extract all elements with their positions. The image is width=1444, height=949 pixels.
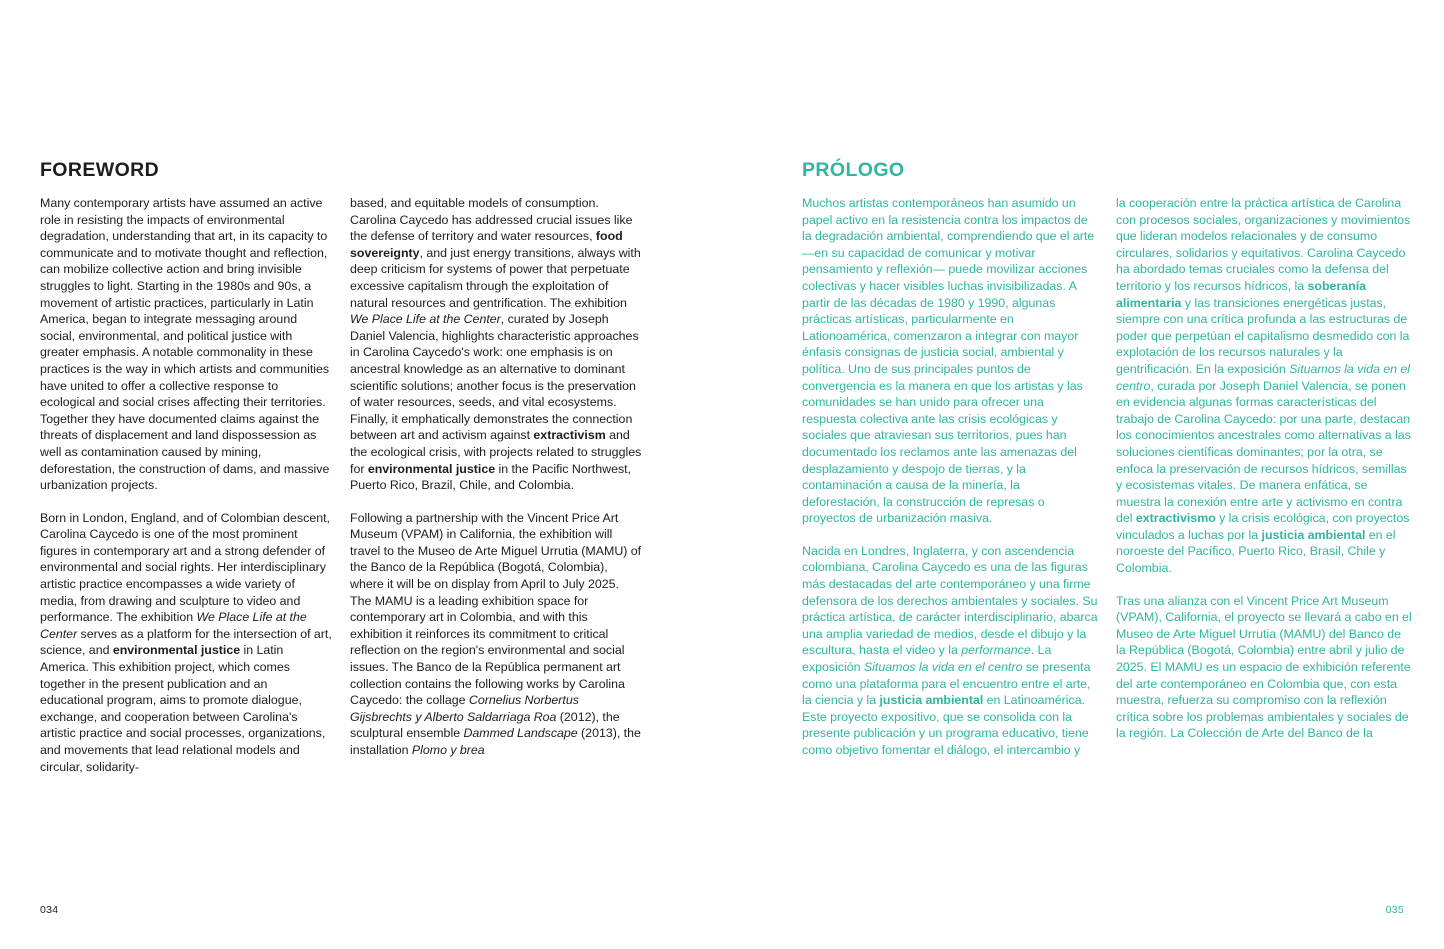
paragraph: Nacida en Londres, Inglaterra, y con ascendencia colombiana, Carolina Caycedo es una de las figuras más destacadas del arte contemporáneo y una firme defensora de los derechos ambientales y sociales. Su práctica artística, de carácter interdisciplinario, abarca una amplia variedad de medios, desde el dibujo y la escultura, hasta el video y la performance. La exposición Situamos la vida en el centro se presenta como una plataforma para el encuentro entre el arte, la ciencia y la justicia ambiental en Latinoamérica. Este proyecto expositivo, que se consolida con la presente publicación y un programa educativo, tiene como objetivo fomentar el diálogo, el intercambio y <box>802 543 1098 757</box>
prologo-column-2 <box>1116 195 1412 759</box>
foreword-column-1 <box>40 195 332 775</box>
page-right-prologo <box>722 0 1444 949</box>
paragraph: Following a partnership with the Vincent Price Art Museum (VPAM) in California, the exhibition will travel to the Museo de Arte Miguel Urrutia (MAMU) of the Banco de la República (Bogotá, Colombia), where it will be on display from April to July 2025. The MAMU is a leading exhibition space for contemporary art in Colombia, and with this exhibition it reinforces its commitment to critical reflection on the region's environmental and social issues. The Banco de la República permanent art collection contains the following works by Carolina Caycedo: the collage Cornelius Norbertus Gijsbrechts y Alberto Saldarriaga Roa (2012), the sculptural ensemble Dammed Landscape (2013), the installation Plomo y brea <box>350 510 642 757</box>
page-title-foreword: FOREWORD <box>40 159 160 181</box>
folio-left: 034 <box>40 904 59 916</box>
page-title-prologo: PRÓLOGO <box>802 159 905 181</box>
foreword-columns <box>40 195 642 775</box>
prologo-column-1 <box>802 195 1098 759</box>
paragraph: Muchos artistas contemporáneos han asumido un papel activo en la resistencia contra los impactos de la degradación ambiental, comprendiendo que el arte —en su capacidad de comunicar y motivar pensamiento y reflexión— puede movilizar acciones colectivas y hacer visibles luchas invisibilizadas. A partir de las décadas de 1980 y 1990, algunas prácticas artísticas, particularmente en Lationoamérica, comenzaron a integrar con mayor énfasis consignas de justicia social, ambiental y política. Uno de sus principales puntos de convergencia es la manera en que los artistas y las comunidades se han unido para ofrecer una respuesta colectiva ante las crisis ecológicas y sociales que atraviesan sus territorios, pues han documentado los reclamos ante las amenazas del desplazamiento y despojo de tierras, y la contaminación a causa de la minería, la deforestación, la construcción de represas o proyectos de urbanización masiva. <box>802 196 1095 526</box>
prologo-columns <box>802 195 1412 759</box>
paragraph: Many contemporary artists have assumed an active role in resisting the impacts of environmental degradation, understanding that art, in its capacity to communicate and to motivate thought and reflection, can mobilize collective action and bring invisible struggles to light. Starting in the 1980s and 90s, a movement of artistic practices, particularly in Latin America, began to integrate messaging around social, environmental, and political justice with greater emphasis. A notable commonality in these practices is the way in which artists and communities have united to offer a collective response to ecological and social crises affecting their territories. Together they have documented claims against the threats of displacement and land dispossession as well as contamination caused by mining, deforestation, the construction of dams, and massive urbanization projects. <box>40 196 330 493</box>
paragraph: based, and equitable models of consumption. Carolina Caycedo has addressed crucial issues like the defense of territory and water resources, food sovereignty, and just energy transitions, always with deep criticism for systems of power that perpetuate excessive capitalism through the exploitation of natural resources and gentrification. The exhibition We Place Life at the Center, curated by Joseph Daniel Valencia, highlights characteristic approaches in Carolina Caycedo's work: one emphasis is on ancestral knowledge as an alternative to dominant scientific solutions; another focus is the preservation of water resources, seeds, and vital ecosystems. Finally, it emphatically demonstrates the connection between art and activism against extractivism and the ecological crisis, with projects related to struggles for environmental justice in the Pacific Northwest, Puerto Rico, Brazil, Chile, and Colombia. <box>350 196 642 493</box>
folio-right: 035 <box>1385 904 1404 916</box>
paragraph: Born in London, England, and of Colombian descent, Carolina Caycedo is one of the most prominent figures in contemporary art and a strong defender of environmental and social rights. Her interdisciplinary artistic practice encompasses a wide variety of media, from drawing and sculpture to video and performance. The exhibition We Place Life at the Center serves as a platform for the intersection of art, science, and environmental justice in Latin America. This exhibition project, which comes together in the present publication and an educational program, aims to promote dialogue, exchange, and cooperation between Carolina's artistic practice and social processes, organizations, and movements that lead relational models and circular, solidarity- <box>40 510 332 774</box>
paragraph: Tras una alianza con el Vincent Price Art Museum (VPAM), California, el proyecto se llevará a cabo en el Museo de Arte Miguel Urrutia (MAMU) del Banco de la República (Bogotá, Colombia) entre abril y julio de 2025. El MAMU es un espacio de exhibición referente del arte contemporáneo en Colombia que, con esta muestra, refuerza su compromiso con la reflexión crítica sobre los problemas ambientales y sociales de la región. La Colección de Arte del Banco de la <box>1116 593 1412 741</box>
paragraph: la cooperación entre la práctica artística de Carolina con procesos sociales, organizaciones y movimientos que lideran modelos relacionales y de consumo circulares, solidarios y equitativos. Carolina Caycedo ha abordado temas cruciales como la defensa del territorio y los recursos hídricos, la soberanía alimentaria y las transiciones energéticas justas, siempre con una crítica profunda a las estructuras de poder que perpetúan el capitalismo desmedido con la explotación de los recursos naturales y la gentrificación. En la exposición Situamos la vida en el centro, curada por Joseph Daniel Valencia, se ponen en evidencia algunas formas características del trabajo de Carolina Caycedo: por una parte, destacan los conocimientos ancestrales como alternativas a las soluciones científicas dominantes; por la otra, se enfoca la preservación de recursos hídricos, semillas y ecosistemas vitales. De manera enfática, se muestra la conexión entre arte y activismo en contra del extractivismo y la crisis ecológica, con proyectos vinculados a luchas por la justicia ambiental en el noroeste del Pacífico, Puerto Rico, Brasil, Chile y Colombia. <box>1116 196 1411 576</box>
foreword-column-2 <box>350 195 642 775</box>
